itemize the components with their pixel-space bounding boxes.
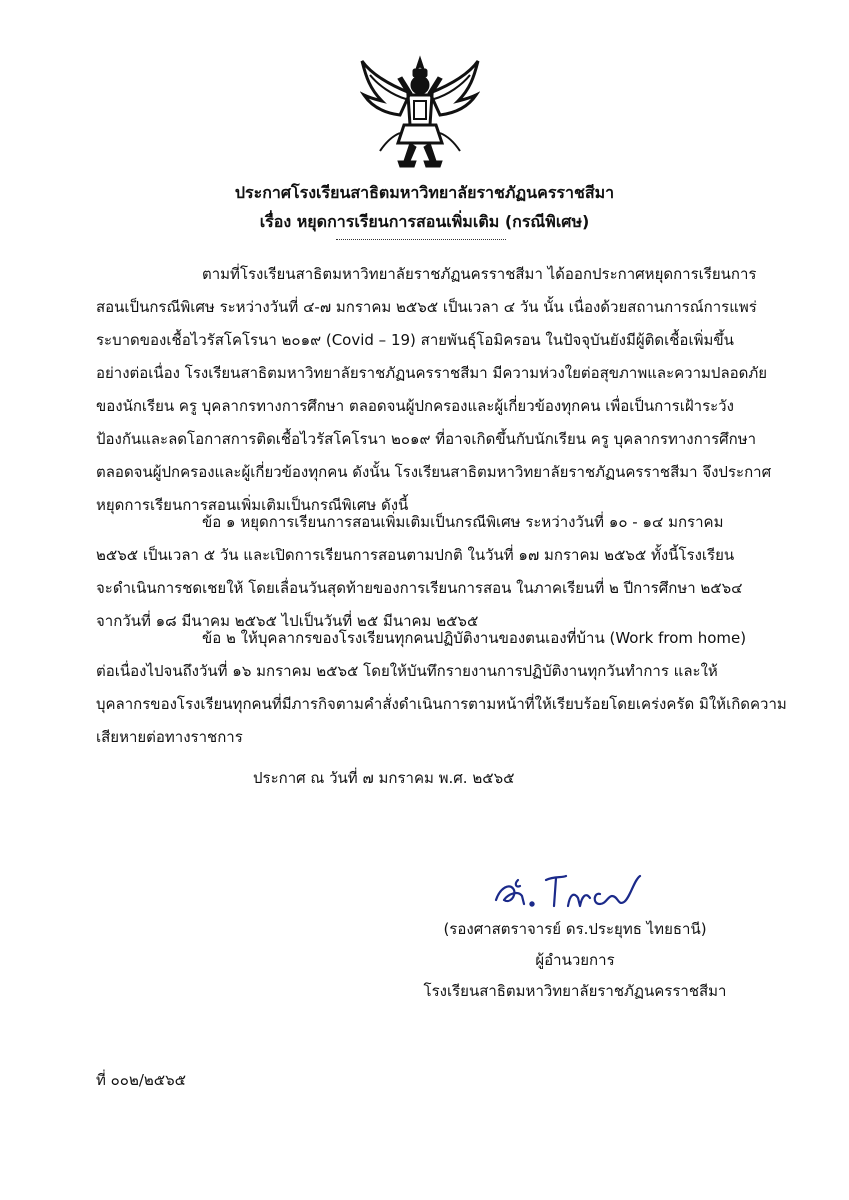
body-line: อย่างต่อเนื่อง โรงเรียนสาธิตมหาวิทยาลัยราชภัฏนครราชสีมา มีความห่วงใยต่อสุขภาพและความปลอดภัย (96, 364, 768, 382)
body-line: ของนักเรียน ครู บุคลากรทางการศึกษา ตลอดจนผู้ปกครองและผู้เกี่ยวข้องทุกคน เพื่อเป็นการเฝ้าระวัง (96, 397, 734, 415)
signature-block (395, 914, 755, 1007)
body-line: ๒๕๖๕ เป็นเวลา ๕ วัน และเปิดการเรียนการสอนตามปกติ ในวันที่ ๑๗ มกราคม ๒๕๖๕ ทั้งนี้โรงเรียน (96, 546, 735, 564)
body-paragraph-1 (96, 258, 772, 522)
announcement-subject: เรื่อง หยุดการเรียนการสอนเพิ่มเติม (กรณีพิเศษ) (259, 212, 590, 231)
announcement-title: ประกาศโรงเรียนสาธิตมหาวิทยาลัยราชภัฏนครราชสีมา (234, 183, 615, 202)
body-line: ต่อเนื่องไปจนถึงวันที่ ๑๖ มกราคม ๒๕๖๕ โดยให้บันทึกรายงานการปฏิบัติงานทุกวันทำการ และให้ (96, 662, 718, 680)
body-line: ข้อ ๒ ให้บุคลากรของโรงเรียนทุกคนปฏิบัติงานของตนเองที่บ้าน (Work from home) (202, 629, 747, 647)
announcement-date: ประกาศ ณ วันที่ ๗ มกราคม พ.ศ. ๒๕๖๕ (253, 769, 515, 787)
document-number: ที่ ๐๐๒/๒๕๖๕ (96, 1071, 187, 1089)
body-line: จะดำเนินการชดเชยให้ โดยเลื่อนวันสุดท้ายของการเรียนการสอน ในภาคเรียนที่ ๒ ปีการศึกษา ๒๕๖๔ (96, 579, 743, 597)
body-line: บุคลากรของโรงเรียนทุกคนที่มีภารกิจตามคำสั่งดำเนินการตามหน้าที่ให้เรียบร้อยโดยเคร่งครัด มิให้เกิดความ (96, 695, 787, 713)
body-paragraph-2 (96, 506, 750, 638)
signatory-organization: โรงเรียนสาธิตมหาวิทยาลัยราชภัฏนครราชสีมา (423, 982, 727, 1000)
handwritten-signature (488, 866, 648, 916)
garuda-emblem-icon (360, 55, 480, 175)
body-line: ป้องกันและลดโอกาสการติดเชื้อไวรัสโคโรนา ๒๐๑๙ ที่อาจเกิดขึ้นกับนักเรียน ครู บุคลากรทางการศึกษา (96, 430, 757, 448)
body-line: หยุดการเรียนการสอนเพิ่มเติมเป็นกรณีพิเศษ ดังนี้ (96, 496, 409, 514)
body-line: ตามที่โรงเรียนสาธิตมหาวิทยาลัยราชภัฏนครราชสีมา ได้ออกประกาศหยุดการเรียนการ (202, 265, 757, 283)
body-paragraph-3 (96, 622, 787, 754)
body-line: ตลอดจนผู้ปกครองและผู้เกี่ยวข้องทุกคน ดังนั้น โรงเรียนสาธิตมหาวิทยาลัยราชภัฏนครราชสีมา จึงประกาศ (96, 463, 772, 481)
body-line: ข้อ ๑ หยุดการเรียนการสอนเพิ่มเติมเป็นกรณีพิเศษ ระหว่างวันที่ ๑๐ - ๑๔ มกราคม (202, 513, 724, 531)
signatory-position: ผู้อำนวยการ (535, 951, 615, 969)
dotted-separator (336, 239, 506, 240)
body-line: ระบาดของเชื้อไวรัสโคโรนา ๒๐๑๙ (Covid – 19) สายพันธุ์โอมิครอน ในปัจจุบันยังมีผู้ติดเชื้อเพิ่มขึ้น (96, 331, 734, 349)
body-line: เสียหายต่อทางราชการ (96, 728, 243, 746)
signatory-name: (รองศาสตราจารย์ ดร.ประยุทธ ไทยธานี) (443, 920, 707, 938)
body-line: จากวันที่ ๑๘ มีนาคม ๒๕๖๕ ไปเป็นวันที่ ๒๕ มีนาคม ๒๕๖๕ (96, 612, 479, 630)
body-line: สอนเป็นกรณีพิเศษ ระหว่างวันที่ ๔-๗ มกราคม ๒๕๖๕ เป็นเวลา ๔ วัน นั้น เนื่องด้วยสถานการณ์การแพร่ (96, 298, 757, 316)
